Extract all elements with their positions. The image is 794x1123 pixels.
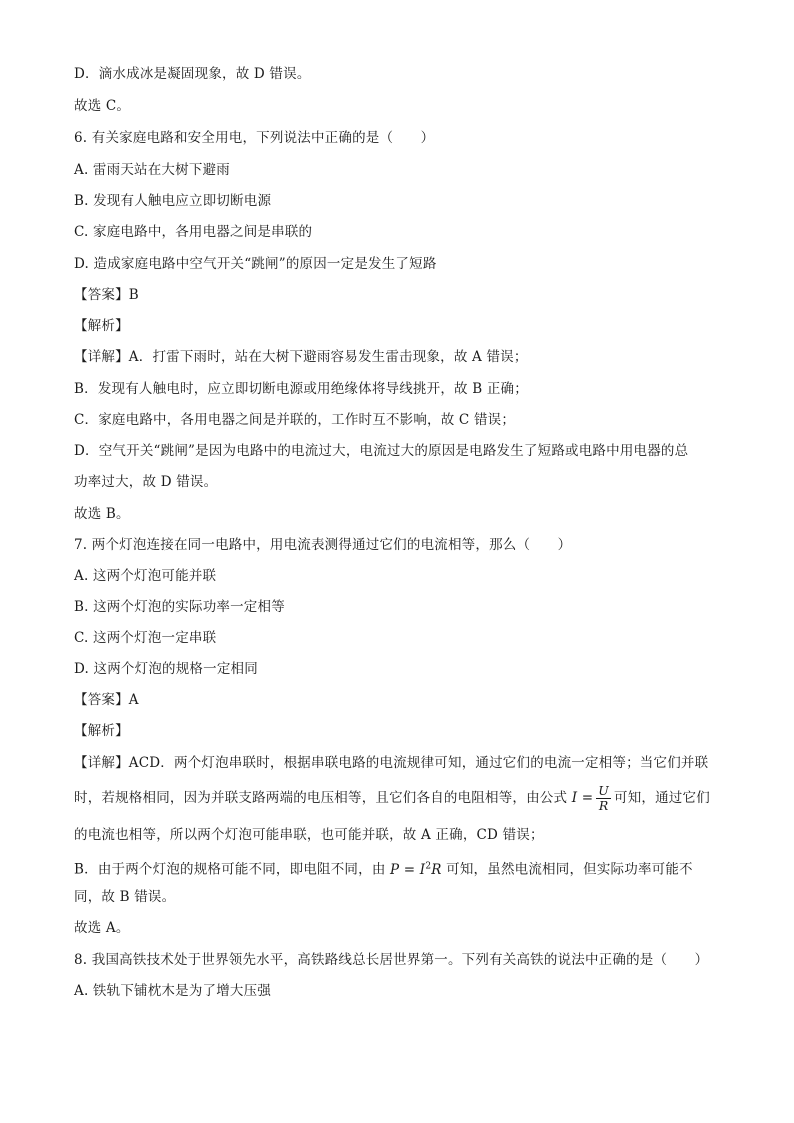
formula-ohm-lhs: I = — [571, 790, 594, 806]
detail-line: D．空气开关“跳闸”是因为电路中的电流过大，电流过大的原因是电路发生了短路或电路中用电器的总 — [74, 443, 689, 459]
detail-line: 同，故 B 错误。 — [74, 889, 176, 905]
option-c: C. 家庭电路中，各用电器之间是串联的 — [74, 224, 313, 240]
question-7: 7. 两个灯泡连接在同一电路中，用电流表测得通过它们的电流相等，那么（ ） — [74, 537, 572, 553]
text-line: D．滴水成冰是凝固现象，故 D 错误。 — [74, 66, 311, 82]
question-8: 8. 我国高铁技术处于世界领先水平，高铁路线总长居世界第一。下列有关高铁的说法中正确的是（ ） — [74, 952, 709, 968]
formula-power-exponent: 2 — [425, 861, 432, 871]
detail-text: 可知，通过它们 — [614, 790, 710, 806]
selection-line: 故选 A。 — [74, 920, 130, 936]
formula-numerator: U — [598, 783, 609, 798]
detail-line: 功率过大，故 D 错误。 — [74, 474, 218, 490]
selection-line: 故选 B。 — [74, 506, 130, 522]
formula-power-lhs: P = I — [390, 861, 426, 878]
option-d: D. 造成家庭电路中空气开关“跳闸”的原因一定是发生了短路 — [74, 256, 437, 272]
question-6: 6. 有关家庭电路和安全用电，下列说法中正确的是（ ） — [74, 130, 435, 146]
detail-line-with-formula — [74, 783, 710, 813]
formula-power — [390, 862, 442, 878]
option-d: D. 这两个灯泡的规格一定相同 — [74, 661, 258, 677]
detail-text: B．由于两个灯泡的规格可能不同，即电阻不同，由 — [74, 861, 386, 878]
detail-line-with-formula — [74, 856, 693, 880]
option-a: A. 这两个灯泡可能并联 — [74, 568, 217, 584]
detail-line: 【详解】A．打雷下雨时，站在大树下避雨容易发生雷击现象，故 A 错误； — [74, 349, 528, 365]
detail-line: 【详解】ACD．两个灯泡串联时，根据串联电路的电流规律可知，通过它们的电流一定相等；当它们并联 — [74, 755, 709, 771]
detail-line: C．家庭电路中，各用电器之间是并联的，工作时互不影响，故 C 错误； — [74, 412, 516, 428]
option-a: A. 雷雨天站在大树下避雨 — [74, 162, 230, 178]
option-a: A. 铁轨下铺枕木是为了增大压强 — [74, 983, 272, 999]
detail-line: 的电流也相等，所以两个灯泡可能串联，也可能并联，故 A 正确，CD 错误； — [74, 827, 544, 843]
text-line: 故选 C。 — [74, 98, 131, 114]
detail-line: B．发现有人触电时，应立即切断电源或用绝缘体将导线挑开，故 B 正确； — [74, 381, 528, 397]
option-c: C. 这两个灯泡一定串联 — [74, 630, 217, 646]
option-b: B. 发现有人触电应立即切断电源 — [74, 193, 272, 209]
answer-label: 【答案】B — [74, 287, 139, 303]
detail-text: 时，若规格相同，因为并联支路两端的电压相等，且它们各自的电阻相等，由公式 — [74, 790, 568, 806]
analysis-label: 【解析】 — [74, 318, 129, 334]
formula-power-rhs: R — [431, 861, 442, 878]
detail-text: 可知，虽然电流相同，但实际功率可能不 — [446, 861, 693, 878]
formula-denominator: R — [598, 798, 609, 813]
option-b: B. 这两个灯泡的实际功率一定相等 — [74, 599, 285, 615]
answer-label: 【答案】A — [74, 692, 139, 708]
formula-ohm-fraction — [596, 784, 611, 813]
analysis-label: 【解析】 — [74, 723, 129, 739]
